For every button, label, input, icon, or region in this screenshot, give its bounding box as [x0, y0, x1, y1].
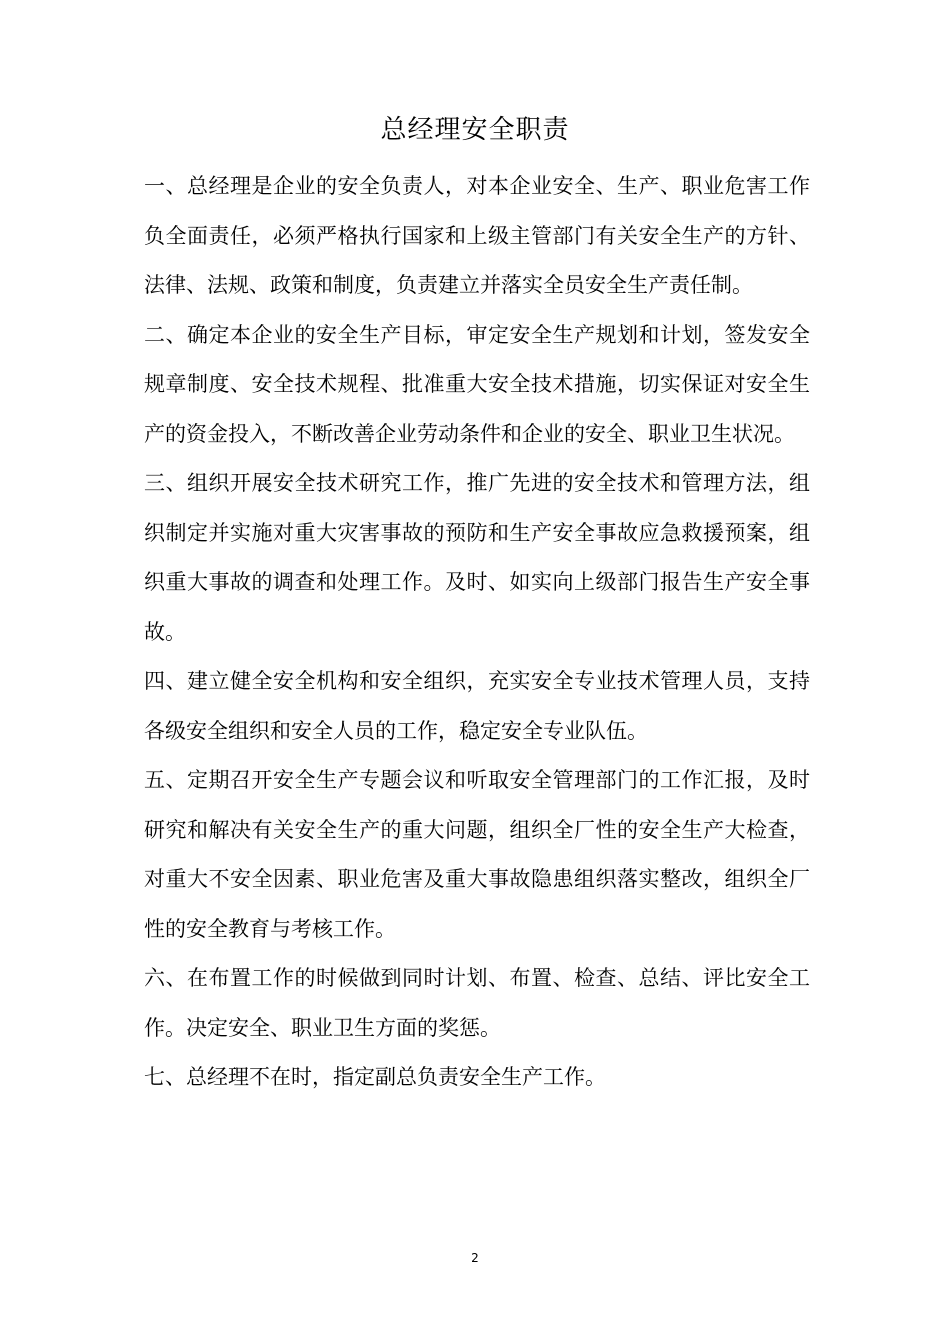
page-number: 2 — [471, 1251, 479, 1265]
paragraph-7: 七、总经理不在时，指定副总负责安全生产工作。 — [144, 1065, 606, 1089]
document-body — [144, 162, 810, 1103]
paragraph-4: 四、建立健全安全机构和安全组织，充实安全专业技术管理人员，支持各级安全组织和安全人员的工作，稳定安全专业队伍。 — [144, 669, 810, 743]
paragraph-3: 三、组织开展安全技术研究工作，推广先进的安全技术和管理方法，组织制定并实施对重大灾害事故的预防和生产安全事故应急救援预案，组织重大事故的调查和处理工作。及时、如实向上级部门报告生产安全事故。 — [144, 471, 810, 644]
paragraph-6: 六、在布置工作的时候做到同时计划、布置、检查、总结、评比安全工作。决定安全、职业卫生方面的奖惩。 — [144, 966, 810, 1040]
paragraph-1: 一、总经理是企业的安全负责人，对本企业安全、生产、职业危害工作负全面责任，必须严格执行国家和上级主管部门有关安全生产的方针、法律、法规、政策和制度，负责建立并落实全员安全生产责任制。 — [144, 174, 810, 297]
paragraph-2: 二、确定本企业的安全生产目标，审定安全生产规划和计划，签发安全规章制度、安全技术规程、批准重大安全技术措施，切实保证对安全生产的资金投入，不断改善企业劳动条件和企业的安全、职业卫生状况。 — [144, 322, 810, 446]
paragraph-5: 五、定期召开安全生产专题会议和听取安全管理部门的工作汇报，及时研究和解决有关安全生产的重大问题，组织全厂性的安全生产大检查，对重大不安全因素、职业危害及重大事故隐患组织落实整改，组织全厂性的安全教育与考核工作。 — [144, 768, 810, 941]
document-title: 总经理安全职责 — [380, 115, 570, 145]
